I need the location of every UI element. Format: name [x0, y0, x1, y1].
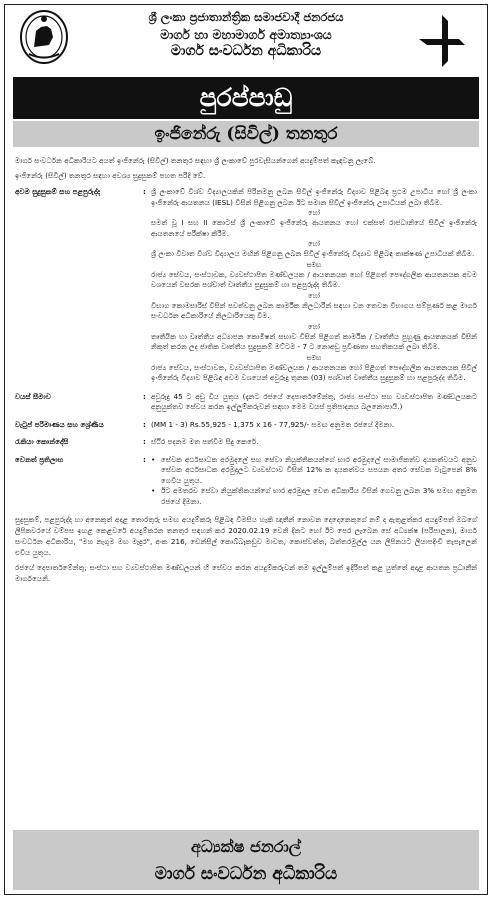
- qualification-item: රාජ්‍ය සේවය, සංස්ථාවක, ව්‍යවස්ථාපිත මණ්ඩලයක / ආයතනයක හෝ පිළිගත් පෞද්ගලික ආයතනයක සිවිල් ඉංජිනේරු විද්‍යාව පිළිබඳ අවම වශයෙන් අවුරුදු තුනක (03) පශ්චාත් වෘත්තීය සුදුසුකම් හා පළපුරුද්ද තිබීම.: [151, 362, 477, 382]
- separator-or: හෝ: [308, 209, 320, 217]
- benefit-item: [151, 486, 477, 507]
- bullet-icon: •: [151, 454, 156, 464]
- benefit-text: සේවක අර්ථසාධක අරමුදලේ සහ සේවා නියුක්තිකයන්ගේ භාර අරමුදලේ සාමාජිකත්ව දායකත්වයට අනුව සේවක අර්ථසාධක අරමුදලට ව්‍යවස්ථාව විසින් 12% ක දායකත්වය සපයන අතර සේවක වැටුපෙන් 8% ගෙවිය යුතුය.: [161, 454, 477, 485]
- application-note: රජයේ දෙපාර්තමේන්තු, සංස්ථා සහ ව්‍යවස්ථාපිත මණ්ඩලයන් හි සේවය කරන අයදුම්කරුවන් තම ඉල්ලුම්පත් ඉදිරිපත් කළ යුත්තේ අදාළ ආයතන ප්‍රධානීන් මාර්ගයෙනි.: [15, 563, 477, 583]
- signatory-organization: මාර්ග සංවර්ධන අධිකාරිය: [154, 864, 338, 884]
- benefits-list: [151, 455, 477, 508]
- separator-or: හෝ: [308, 322, 320, 331]
- benefit-item: [151, 455, 477, 487]
- colon: :: [143, 437, 146, 446]
- job-conditions-section: [15, 437, 477, 448]
- salary-section: [15, 420, 477, 431]
- qualification-intro: ඉංජිනේරු (සිවිල්) තනතුර සඳහා අවශ්‍ය සුදුසුකම් පහත පරිදි වේ.: [15, 171, 206, 180]
- advertisement: [4, 4, 488, 895]
- benefits-section: [15, 455, 477, 508]
- signatory-title: අධ්‍යක්ෂ ජනරාල්: [190, 837, 302, 856]
- separator-or: හෝ: [308, 240, 320, 248]
- authority-name: මාර්ග සංවර්ධන අධිකාරිය: [170, 43, 322, 59]
- ministry-name: මාර්ග හා මහාමාර්ග අමාත්‍යාංශය: [160, 27, 332, 42]
- qualification-item: ශ්‍රී ලංකා විවෘත විශ්ව විද්‍යාලය මඟින් පිළිගනු ලබන සිවිල් ඉංජිනේරු විද්‍යාව පිළිබඳ තාක්ෂණ උපාධියක් තිබීම.: [151, 249, 475, 258]
- rda-logo-icon: [417, 13, 467, 69]
- colon: :: [143, 187, 146, 196]
- benefit-text: ඊට අමතරව සේවා නියුක්තිකයන්ගේ භාර අරමුදල වෙත අධිකාරිය විසින් ගෙවනු ලබන 3% සමඟ අනුමත රජයේ දීමනා.: [161, 486, 477, 506]
- qualifications-label: අවම සුදුසුකම් සහ පළපුරුද්ද: [15, 187, 101, 196]
- qualification-item: විභාග කොමසාරිස් විසින් පවත්වනු ලබන කාර්මික නිලධාරීන් සඳහා වන තෙවන විභාගය සම්පූර්ණ කළ මාර්ග සංවර්ධන අධිකාරියේ නිලධාරියෙකු වීම.: [151, 300, 477, 320]
- national-emblem-icon: [19, 9, 69, 65]
- colon: :: [143, 454, 146, 464]
- age-label: වයස් සීමාව: [15, 391, 51, 401]
- age-limit-section: [15, 392, 477, 413]
- qualification-item: රාජ්‍ය සේවය, සංස්ථාවක, ව්‍යවස්ථාපිත මණ්ඩලයක / ආයතනයක හෝ පිළිගත් පෞද්ගලික ආයතනයක අවම වශයෙන් වසරක පශ්චාත් වෘත්තීය සුදුසුකම් හා පළපුරුද්ද තිබීම.: [151, 269, 477, 289]
- post-title: ඉංජිනේරු (සිවිල්) තනතුර: [13, 121, 479, 147]
- qualification-item: සමත් වූ I සහ II කොටස් ශ්‍රී ලංකාවේ ඉංජිනේරු ආයතනය හෝ එක්සත් රාජධානියේ සිවිල් ඉංජිනේරු ආයතනයේ පරීක්ෂා කිරීම.: [151, 218, 477, 238]
- age-value: අවුරුදු 45 ට අඩු විය යුතුය (දැනට රජයේ දෙපාර්තමේන්තු, රාජ්‍ය සංස්ථා සහ ව්‍යවස්ථාපිත මණ්ඩලයකට අනුයුක්තව සේවය කරන ඉල්ලුම්කරුවන් සඳහා මෙම වයස් ප්‍රතිපාදනය බලනොපායි.): [151, 391, 477, 411]
- qualifications-section: [15, 187, 477, 385]
- republic-name: ශ්‍රී ලංකා ප්‍රජාතාන්ත්‍රික සමාජවාදී ජනරජය: [148, 10, 344, 24]
- job-conditions-value: ස්ථිර පදනම මත පත්වීම සිදු කෙරේ.: [151, 437, 259, 446]
- salary-label: වැටුප් පරිමාණය සහ ශ්‍රේණිය: [15, 419, 104, 429]
- separator-with: සමඟ: [306, 260, 322, 269]
- qualification-item: තෘතීයික හා වෘත්තීය අධ්‍යාපන කොමිෂන් සභාව විසින් පිළිගත් කාර්මික / වෘත්තීය පුහුණු ආයතනයක් විසින් නිකුත් කරන ලද ජාතික වෘත්තීය සුදුසුකම් මට්ටම - 7 ට නොඅඩු ප්‍රවීණතා සහතිකයක් ලබා තිබීම.: [151, 331, 477, 351]
- separator-or: හෝ: [308, 291, 320, 300]
- intro-text: මාර්ග සංවර්ධන අධිකාරියට අයත් ඉංජිනේරු (සිවිල්) තනතුර සඳහා ශ්‍රී ලංකාවේ පුරවැසියන්ගෙන් අයදුම්පත් කැඳවනු ලැබේ.: [15, 156, 376, 165]
- vacancies-banner: පුරප්පාඩු: [13, 77, 479, 119]
- colon: :: [143, 391, 146, 401]
- qualification-item: ශ්‍රී ලංකාවේ විශ්ව විද්‍යාලයකින් පිරිනමනු ලබන සිවිල් ඉංජිනේරු විද්‍යාව පිළිබඳ ප්‍රථම උපාධිය හෝ ශ්‍රී ලංකා ඉංජිනේරු ආයතනය (IESL) විසින් පිළිගනු ලබන ඊට සමාන සිවිල් ඉංජිනේරු උපාධියක් ලබා තිබීම.: [151, 187, 477, 207]
- application-instructions: සුදුසුකම්, පළපුරුද්ද හා අනෙකුත් අදාළ තොරතුරු සමඟ අයදුම්කරු පිළිබඳ විමසිය හැකි ඥාතීන් නොවන දෙදෙනෙකුගේ නම් ද ඇතුළත්කර අයදුම්පත් ඔබගේ ලිපිකවරයේ වම්පස ඉහළ කෙළවරේ අයදුම්කරන තනතුර සඳහන් කර 2020.02.19 වෙනි දිනට හෝ ඊට පෙර ලැබෙන සේ අධ්‍යක්ෂ (පරිපාලන), මාර්ග සංවර්ධන අධිකාරිය, "මහ නැගුම මහ මැදුර", අංක 216, ඩෙන්සිල් කොබ්බෑකඩුව මාවත, කොස්වත්ත, බත්තරමුල්ල යන ලිපිනයට ලියාපදිංචි තැපෑලෙන් එවිය යුතුය.: [15, 515, 477, 557]
- job-conditions-label: රැකියා කොන්දේසි: [15, 437, 69, 446]
- header: [5, 5, 487, 77]
- colon: :: [143, 419, 146, 429]
- footer: [13, 830, 479, 890]
- separator-with: සමඟ: [306, 353, 322, 362]
- salary-value: (MM 1 - 3) Rs.55,925 - 1,375 x 16 - 77,925/- සමඟ අනුමත රජයේ දීමනා.: [151, 419, 394, 429]
- bullet-icon: •: [151, 486, 156, 495]
- qualifications-list: [151, 187, 477, 385]
- benefits-label: වෙනත් ප්‍රතිලාභ: [15, 454, 64, 464]
- header-text: [85, 9, 407, 60]
